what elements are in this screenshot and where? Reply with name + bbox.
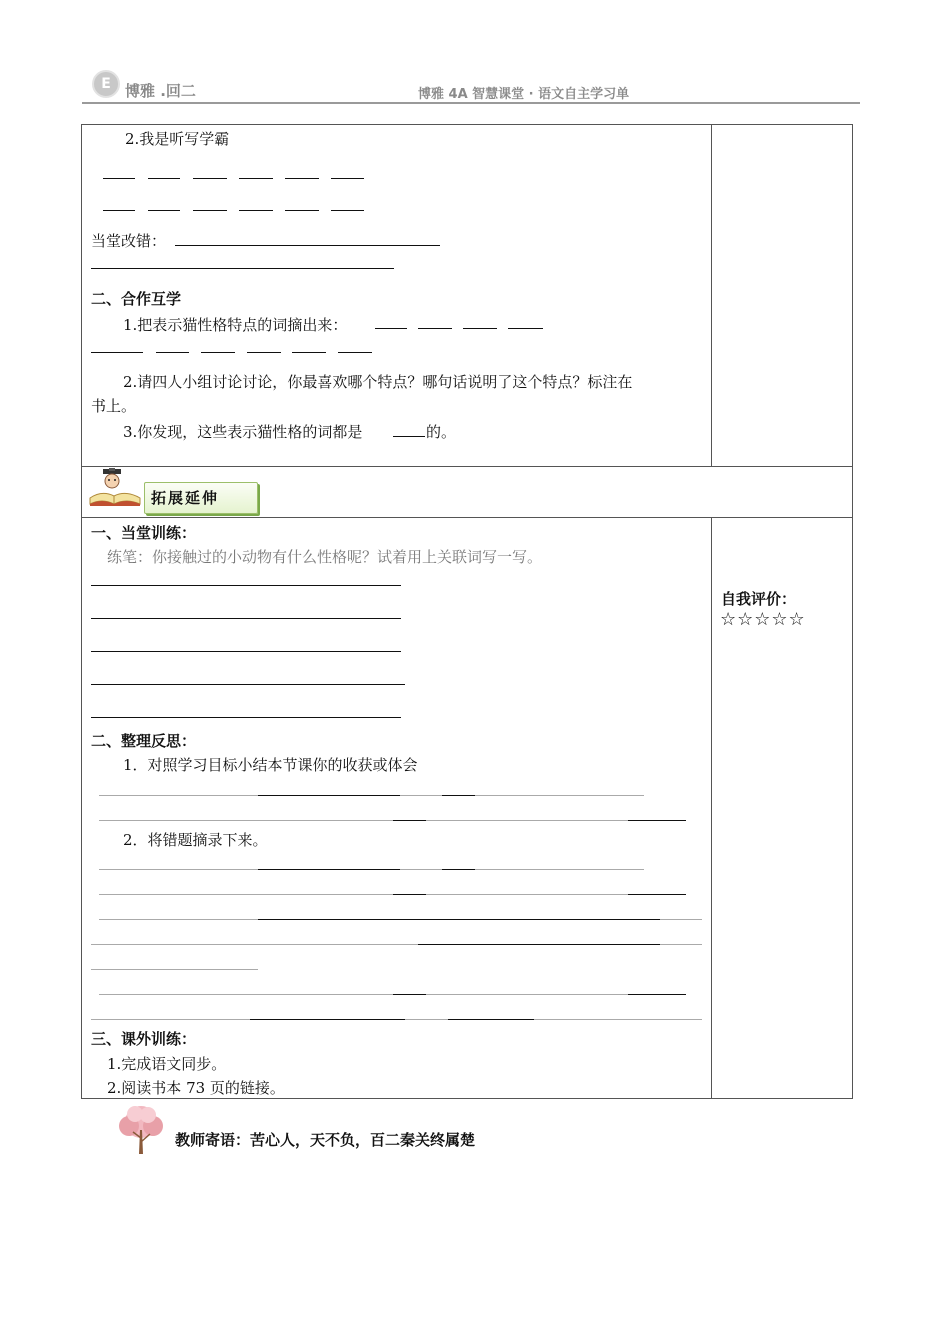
header-divider [82,102,860,104]
cooperation-q2-line2: 书上。 [91,397,137,415]
reflection-q1: 1．对照学习目标小结本节课你的收获或体会 [123,756,418,774]
table-border-top [81,124,853,125]
homework-item-1: 1.完成语文同步。 [107,1055,227,1073]
self-eval-stars[interactable]: ☆☆☆☆☆ [720,609,806,630]
homework-item-2: 2.阅读书本 73 页的链接。 [107,1079,285,1097]
homework-heading: 三、课外训练： [91,1030,197,1048]
reflection-heading: 二、整理反思： [91,732,197,750]
reading-student-icon [88,468,144,512]
practice-prompt: 练笔：你接触过的小动物有什么性格呢？试着用上关联词写一写。 [107,548,543,566]
training-heading: 一、当堂训练： [91,524,197,542]
table-border-mid1 [81,466,853,467]
reflection-q2: 2．将错题摘录下来。 [123,831,268,849]
cooperation-q3-blank[interactable] [393,436,425,437]
blossom-tree-icon [113,1104,169,1156]
table-border-left [81,124,82,1099]
dictation-heading: 2.我是听写学霸 [125,130,230,148]
cooperation-q1: 1.把表示猫性格特点的词摘出来： [123,316,348,334]
cooperation-q2-line1: 2.请四人小组讨论讨论，你最喜欢哪个特点？哪句话说明了这个特点？标注在 [123,373,633,391]
cooperation-q3-prefix: 3.你发现，这些表示猫性格的词都是 [123,423,363,441]
correction-blank-1[interactable] [175,245,440,246]
table-border-right [852,124,853,1099]
brand-logo-icon: E [92,70,120,98]
cooperation-q3-suffix: 的。 [426,423,457,441]
table-border-bottom [81,1098,853,1099]
correction-blank-2[interactable] [91,268,394,269]
table-col-divider-top [711,124,712,467]
cooperation-heading: 二、合作互学 [91,290,182,308]
extension-banner-label: 拓展延伸 [151,489,220,507]
extension-banner [144,482,258,514]
header-title: 博雅 4A 智慧课堂 · 语文自主学习单 [418,87,630,102]
teacher-message: 教师寄语：苦心人，天不负，百二秦关终属楚 [175,1131,476,1149]
correction-label: 当堂改错： [91,232,167,250]
brand-name: 博雅 .回二 [125,82,196,100]
self-eval-label: 自我评价： [721,590,797,608]
table-col-divider-bottom [711,517,712,1099]
table-border-mid2 [81,517,853,518]
